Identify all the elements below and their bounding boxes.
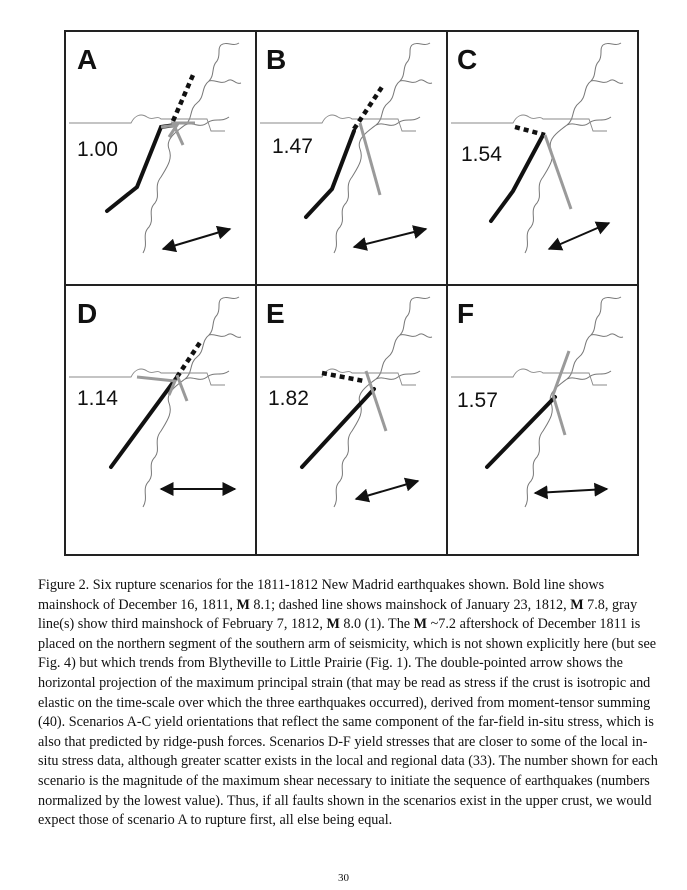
strain-arrow — [354, 229, 426, 247]
panel-f — [451, 297, 623, 507]
dashed-fault-line — [322, 373, 364, 381]
gray-fault-line — [545, 135, 571, 209]
caption-text: 8.0 (1). The — [339, 616, 414, 633]
gray-fault-line — [366, 371, 386, 431]
panel-value: 1.54 — [461, 143, 502, 166]
gray-fault-line — [553, 395, 565, 435]
magnitude-symbol: M — [326, 616, 340, 633]
panel-letter: A — [77, 44, 98, 75]
magnitude-symbol: M — [570, 596, 584, 613]
caption-text: 7.8, gray line(s) show third mainshock of February 7, 1812, — [38, 596, 638, 633]
dashed-fault-line — [177, 341, 201, 377]
caption-text: ~7.2 aftershock of December 1811 is placed on the northern segment of the southern arm of seismicity, which is not shown explicitly here (but see Fig. 4) but which trends from Blytheville to Little Prairie (Fig. 1). The double-pointed arrow shows the horizontal projection of the maximum principal strain (that may be read as stress if the crust is isotropic and elastic on the time-scale over which the three earthquakes occurred), derived from moment-tensor summing (40). Scenarios A-C yield orientations that reflect the same component of the far-field in-situ stress, which is also that predicted by ridge-push forces. Scenarios D-F yield stresses that are closer to some of the local in-situ stress data, although greater scatter exists in the local and regional data (33). The number shown for each scenario is the magnitude of the maximum shear necessary to initiate the sequence of earthquakes (numbers normalized by the lowest value). Thus, if all faults shown in the scenarios exist in the upper crust, we would expect those of scenario A to rupture first, all else being equal. — [38, 616, 658, 829]
panel-e — [260, 297, 432, 507]
panel-value: 1.47 — [272, 135, 313, 158]
bold-fault-line — [111, 377, 177, 467]
panel-letter: F — [457, 298, 475, 329]
page-number: 30 — [338, 872, 349, 884]
gray-fault-line — [360, 123, 380, 195]
panel-letter: C — [457, 44, 478, 75]
strain-arrow — [163, 229, 230, 249]
panel-letter: D — [77, 298, 98, 329]
caption-text: 8.1; dashed line shows mainshock of January 23, 1812, — [249, 596, 571, 613]
dashed-fault-line — [173, 75, 193, 121]
dashed-fault-line — [515, 127, 545, 135]
panel-letter: B — [266, 44, 287, 75]
panel-value: 1.57 — [457, 389, 498, 412]
magnitude-symbol: M — [236, 596, 250, 613]
panel-b — [260, 43, 432, 253]
panel-a — [69, 43, 241, 253]
panel-value: 1.00 — [77, 138, 118, 161]
figure-caption — [38, 576, 658, 831]
panel-c — [451, 43, 623, 253]
panel-d — [69, 297, 241, 507]
strain-arrow — [535, 489, 607, 493]
panel-letter: E — [266, 298, 285, 329]
bold-fault-line — [302, 389, 374, 467]
magnitude-symbol: M — [413, 616, 428, 633]
panel-value: 1.82 — [268, 387, 309, 410]
panel-value: 1.14 — [77, 387, 118, 410]
strain-arrow — [356, 481, 418, 499]
caption-text: Figure 2. Six rupture scenarios for the 1811-1812 New Madrid earthquakes shown. Bold line shows mainshock of December 16, 1811, — [38, 577, 605, 613]
strain-arrow — [549, 223, 609, 249]
bold-fault-line — [306, 131, 354, 217]
